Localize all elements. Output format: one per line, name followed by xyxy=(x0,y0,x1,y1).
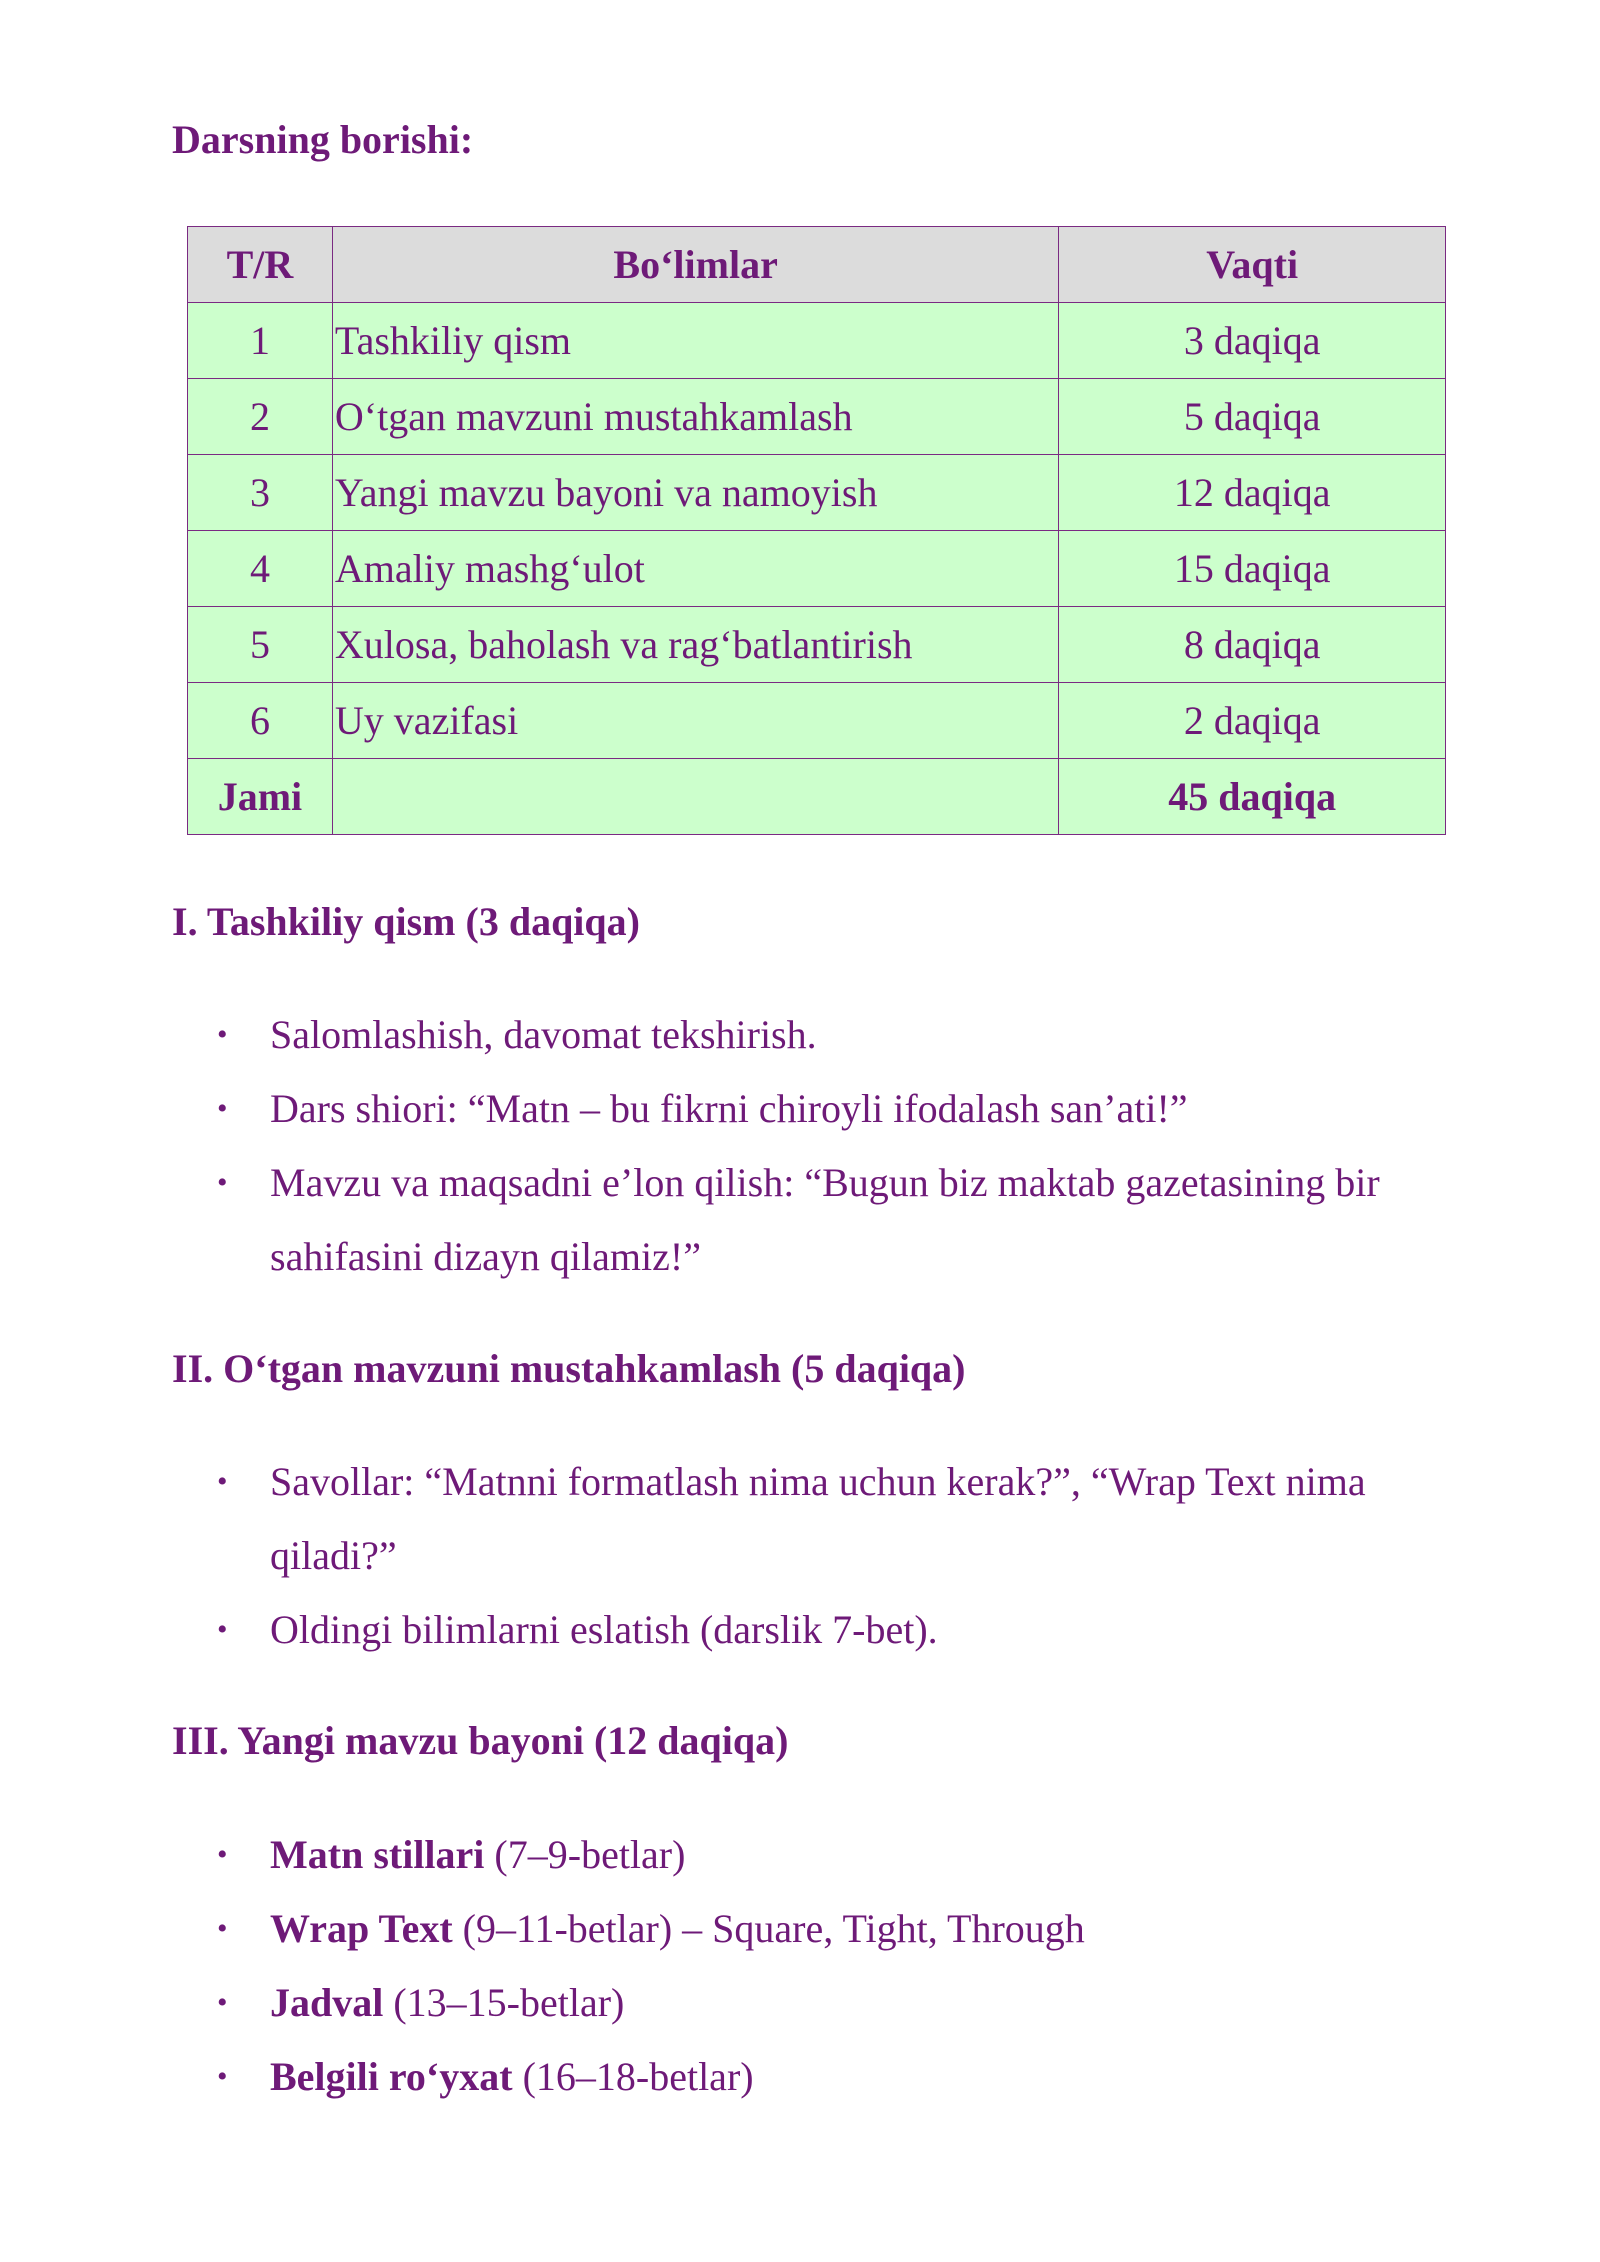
bullet-icon: • xyxy=(217,1465,228,1498)
bullet-icon: • xyxy=(217,1018,228,1051)
table-row xyxy=(188,683,1446,759)
list-item-term: Belgili ro‘yxat xyxy=(270,2054,513,2099)
section-heading: I. Tashkiliy qism (3 daqiqa) xyxy=(172,899,640,944)
list-item-text: Mavzu va maqsadni e’lon qilish: “Bugun biz maktab gazetasining bir sahifasini dizayn qilamiz!” xyxy=(270,1160,1380,1279)
column-header-sections: Bo‘limlar xyxy=(332,227,1058,303)
list-item-text: (9–11-betlar) – Square, Tight, Through xyxy=(452,1906,1085,1951)
list-item xyxy=(0,1966,1410,2040)
cell-tr: 5 xyxy=(188,607,333,683)
cell-tr: 2 xyxy=(188,379,333,455)
section-list xyxy=(0,1818,1410,2114)
cell-section: Tashkiliy qism xyxy=(332,303,1058,379)
section-heading: III. Yangi mavzu bayoni (12 daqiqa) xyxy=(172,1718,789,1763)
cell-time: 2 daqiqa xyxy=(1059,683,1446,759)
list-item-term: Jadval xyxy=(270,1980,384,2025)
table-total-row xyxy=(188,759,1446,835)
cell-section: O‘tgan mavzuni mustahkamlash xyxy=(332,379,1058,455)
page-title: Darsning borishi: xyxy=(172,117,474,162)
list-item xyxy=(0,1593,1410,1667)
cell-total-time: 45 daqiqa xyxy=(1059,759,1446,835)
cell-section: Uy vazifasi xyxy=(332,683,1058,759)
cell-tr: 6 xyxy=(188,683,333,759)
table-row xyxy=(188,455,1446,531)
cell-section: Amaliy mashg‘ulot xyxy=(332,531,1058,607)
list-item xyxy=(0,2040,1410,2114)
section-list xyxy=(0,1445,1410,1667)
cell-time: 12 daqiqa xyxy=(1059,455,1446,531)
cell-section: Yangi mavzu bayoni va namoyish xyxy=(332,455,1058,531)
list-item-text: Salomlashish, davomat tekshirish. xyxy=(270,1012,817,1057)
list-item xyxy=(0,998,1410,1072)
list-item xyxy=(0,1445,1410,1593)
list-item-text: (7–9-betlar) xyxy=(484,1832,686,1877)
list-item-text: (13–15-betlar) xyxy=(383,1980,625,2025)
bullet-icon: • xyxy=(217,1166,228,1199)
list-item xyxy=(0,1892,1410,1966)
list-item-term: Wrap Text xyxy=(270,1906,453,1951)
cell-time: 15 daqiqa xyxy=(1059,531,1446,607)
table-row xyxy=(188,607,1446,683)
list-item xyxy=(0,1818,1410,1892)
bullet-icon: • xyxy=(217,1986,228,2019)
column-header-tr: T/R xyxy=(188,227,333,303)
bullet-icon: • xyxy=(217,2060,228,2093)
bullet-icon: • xyxy=(217,1092,228,1125)
table-row xyxy=(188,531,1446,607)
cell-time: 5 daqiqa xyxy=(1059,379,1446,455)
cell-total-section xyxy=(332,759,1058,835)
list-item-term: Matn stillari xyxy=(270,1832,485,1877)
section-list xyxy=(0,998,1410,1294)
table-row xyxy=(188,379,1446,455)
list-item xyxy=(0,1072,1410,1146)
list-item-text: (16–18-betlar) xyxy=(512,2054,754,2099)
section-heading: II. O‘tgan mavzuni mustahkamlash (5 daqiqa) xyxy=(172,1346,966,1391)
cell-tr: 3 xyxy=(188,455,333,531)
column-header-time: Vaqti xyxy=(1059,227,1446,303)
table-row xyxy=(188,303,1446,379)
cell-section: Xulosa, baholash va rag‘batlantirish xyxy=(332,607,1058,683)
bullet-icon: • xyxy=(217,1838,228,1871)
table-header-row xyxy=(188,227,1446,303)
list-item-text: Dars shiori: “Matn – bu fikrni chiroyli ifodalash san’ati!” xyxy=(270,1086,1188,1131)
cell-total-label: Jami xyxy=(188,759,333,835)
list-item-text: Oldingi bilimlarni eslatish (darslik 7-bet). xyxy=(270,1607,938,1652)
cell-tr: 1 xyxy=(188,303,333,379)
cell-time: 3 daqiqa xyxy=(1059,303,1446,379)
cell-tr: 4 xyxy=(188,531,333,607)
cell-time: 8 daqiqa xyxy=(1059,607,1446,683)
lesson-plan-table xyxy=(187,226,1446,835)
bullet-icon: • xyxy=(217,1613,228,1646)
list-item xyxy=(0,1146,1410,1294)
list-item-text: Savollar: “Matnni formatlash nima uchun kerak?”, “Wrap Text nima qiladi?” xyxy=(270,1459,1366,1578)
bullet-icon: • xyxy=(217,1912,228,1945)
